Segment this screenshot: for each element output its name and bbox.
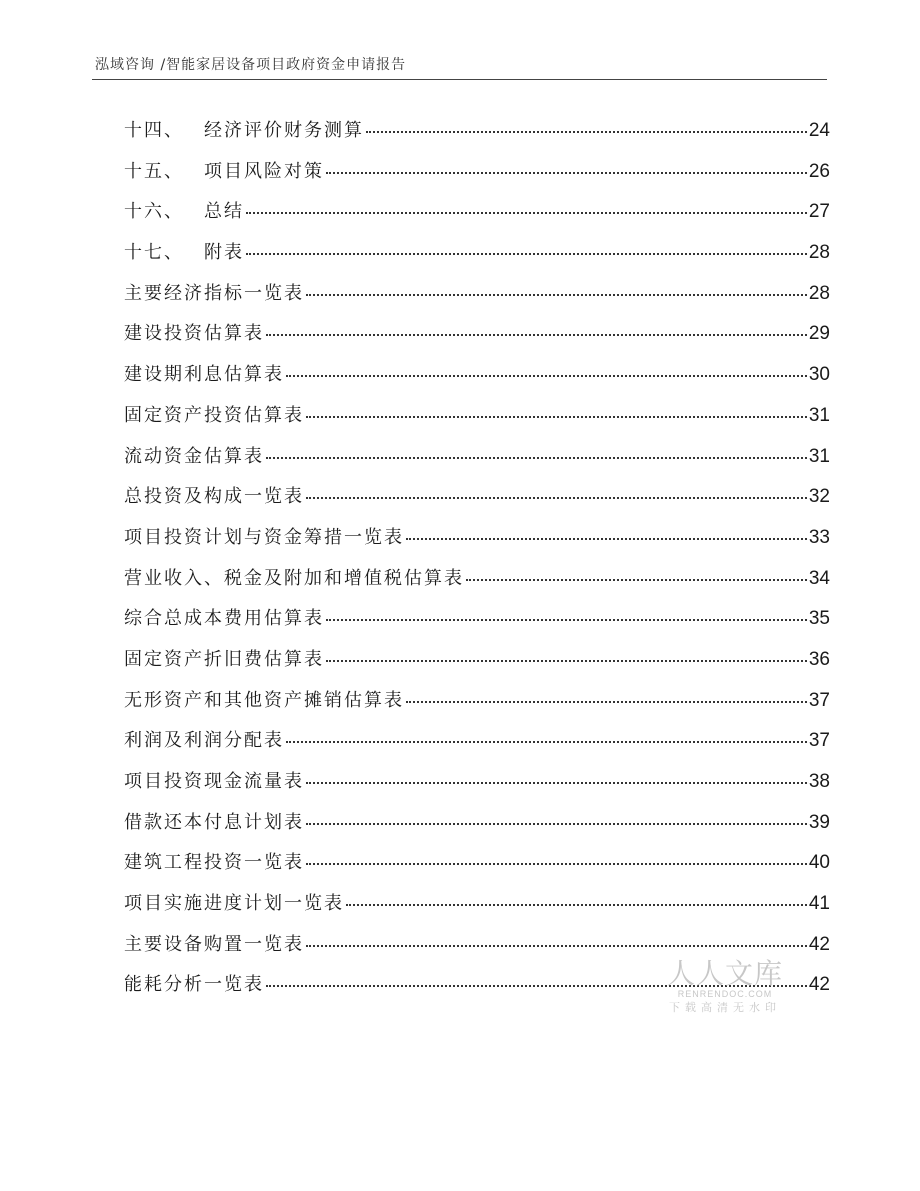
toc-entry[interactable] [124, 360, 830, 401]
watermark-title: 人人文库 [666, 957, 783, 990]
watermark-domain: RENRENDOC.COM [677, 989, 773, 999]
toc-entry-title: 总结 [204, 201, 244, 223]
dot-leader [306, 823, 807, 825]
toc-entry-title: 建筑工程投资一览表 [124, 852, 304, 874]
toc-entry-title: 固定资产投资估算表 [124, 404, 304, 426]
dot-leader [406, 538, 807, 540]
toc-entry-page: 34 [808, 567, 830, 589]
toc-entry-page: 31 [808, 404, 830, 426]
toc-entry[interactable] [124, 279, 830, 320]
toc-entry-page: 28 [808, 282, 830, 304]
toc-entry-title: 固定资产折旧费估算表 [124, 648, 324, 670]
toc-entry-page: 28 [808, 242, 830, 264]
toc-entry-page: 40 [808, 852, 830, 874]
dot-leader [286, 375, 807, 377]
toc-entry-page: 24 [808, 120, 830, 141]
toc-entry-page: 37 [808, 730, 830, 752]
dot-leader [326, 172, 807, 174]
dot-leader [306, 863, 807, 865]
toc-entry-title: 利润及利润分配表 [124, 730, 284, 752]
toc-entry-page: 37 [808, 689, 830, 711]
toc-entry-title: 无形资产和其他资产摊销估算表 [124, 689, 404, 711]
toc-entry-title: 项目投资现金流量表 [124, 771, 304, 792]
toc-entry[interactable] [124, 523, 830, 564]
toc-entry[interactable] [124, 197, 830, 238]
toc-entry-title: 总投资及构成一览表 [124, 486, 304, 508]
dot-leader [246, 253, 807, 255]
toc-entry-number: 十五、 [124, 160, 184, 182]
dot-leader [306, 416, 807, 418]
dot-leader [326, 660, 807, 662]
running-header: 泓域咨询 /智能家居设备项目政府资金申请报告 [95, 57, 407, 73]
toc-entry[interactable] [124, 726, 830, 767]
watermark-subtitle: 下载高清无水印 [669, 1001, 781, 1014]
toc-entry-title: 借款还本付息计划表 [124, 811, 304, 833]
toc-entry-title: 流动资金估算表 [124, 445, 264, 467]
toc-entry[interactable] [124, 645, 830, 686]
toc-entry[interactable] [124, 319, 830, 360]
toc-entry[interactable] [124, 401, 830, 442]
toc-entry-title: 主要设备购置一览表 [124, 933, 304, 955]
toc-entry[interactable] [124, 686, 830, 727]
toc-entry-page: 32 [808, 486, 830, 508]
dot-leader [346, 904, 807, 906]
toc-entry-page: 42 [808, 933, 830, 955]
toc-entry-title: 经济评价财务测算 [204, 120, 364, 141]
dot-leader [286, 741, 807, 743]
dot-leader [306, 945, 807, 947]
toc-entry-title: 营业收入、税金及附加和增值税估算表 [124, 567, 464, 589]
toc-entry[interactable] [124, 442, 830, 483]
toc-entry-number: 十四、 [124, 120, 184, 141]
toc-entry-page: 33 [808, 526, 830, 548]
dot-leader [366, 131, 807, 133]
toc-entry-title: 建设期利息估算表 [124, 364, 284, 386]
toc-entry-page: 39 [808, 811, 830, 833]
dot-leader [406, 701, 807, 703]
toc-entry-number: 十七、 [124, 242, 184, 264]
toc-entry[interactable] [124, 564, 830, 605]
toc-entry[interactable] [124, 808, 830, 849]
dot-leader [246, 212, 807, 214]
toc-entry-title: 建设投资估算表 [124, 323, 264, 345]
toc-entry[interactable] [124, 482, 830, 523]
toc-entry-title: 项目实施进度计划一览表 [124, 893, 344, 915]
table-of-contents [124, 116, 830, 1011]
toc-entry[interactable] [124, 848, 830, 889]
toc-entry-title: 综合总成本费用估算表 [124, 608, 324, 630]
toc-entry[interactable] [124, 116, 830, 157]
toc-entry-page: 26 [808, 160, 830, 182]
watermark [645, 958, 805, 1016]
toc-entry[interactable] [124, 889, 830, 930]
toc-entry[interactable] [124, 604, 830, 645]
toc-entry[interactable] [124, 157, 830, 198]
toc-entry-page: 35 [808, 608, 830, 630]
toc-entry[interactable] [124, 767, 830, 808]
toc-entry-page: 38 [808, 771, 830, 792]
dot-leader [266, 334, 807, 336]
dot-leader [306, 294, 807, 296]
toc-entry-page: 31 [808, 445, 830, 467]
toc-entry-title: 附表 [204, 242, 244, 264]
toc-entry[interactable] [124, 238, 830, 279]
dot-leader [326, 619, 807, 621]
toc-entry-title: 项目风险对策 [204, 160, 324, 182]
header-divider [92, 79, 827, 80]
toc-entry-title: 主要经济指标一览表 [124, 282, 304, 304]
dot-leader [466, 579, 807, 581]
dot-leader [266, 457, 807, 459]
toc-entry-page: 41 [808, 893, 830, 915]
dot-leader [306, 782, 807, 784]
toc-entry-page: 27 [808, 201, 830, 223]
toc-entry-title: 项目投资计划与资金筹措一览表 [124, 526, 404, 548]
toc-entry-title: 能耗分析一览表 [124, 974, 264, 996]
toc-entry-page: 30 [808, 364, 830, 386]
toc-entry-page: 36 [808, 648, 830, 670]
toc-entry-number: 十六、 [124, 201, 184, 223]
toc-entry-page: 29 [808, 323, 830, 345]
dot-leader [306, 497, 807, 499]
toc-entry-page: 42 [808, 974, 830, 996]
